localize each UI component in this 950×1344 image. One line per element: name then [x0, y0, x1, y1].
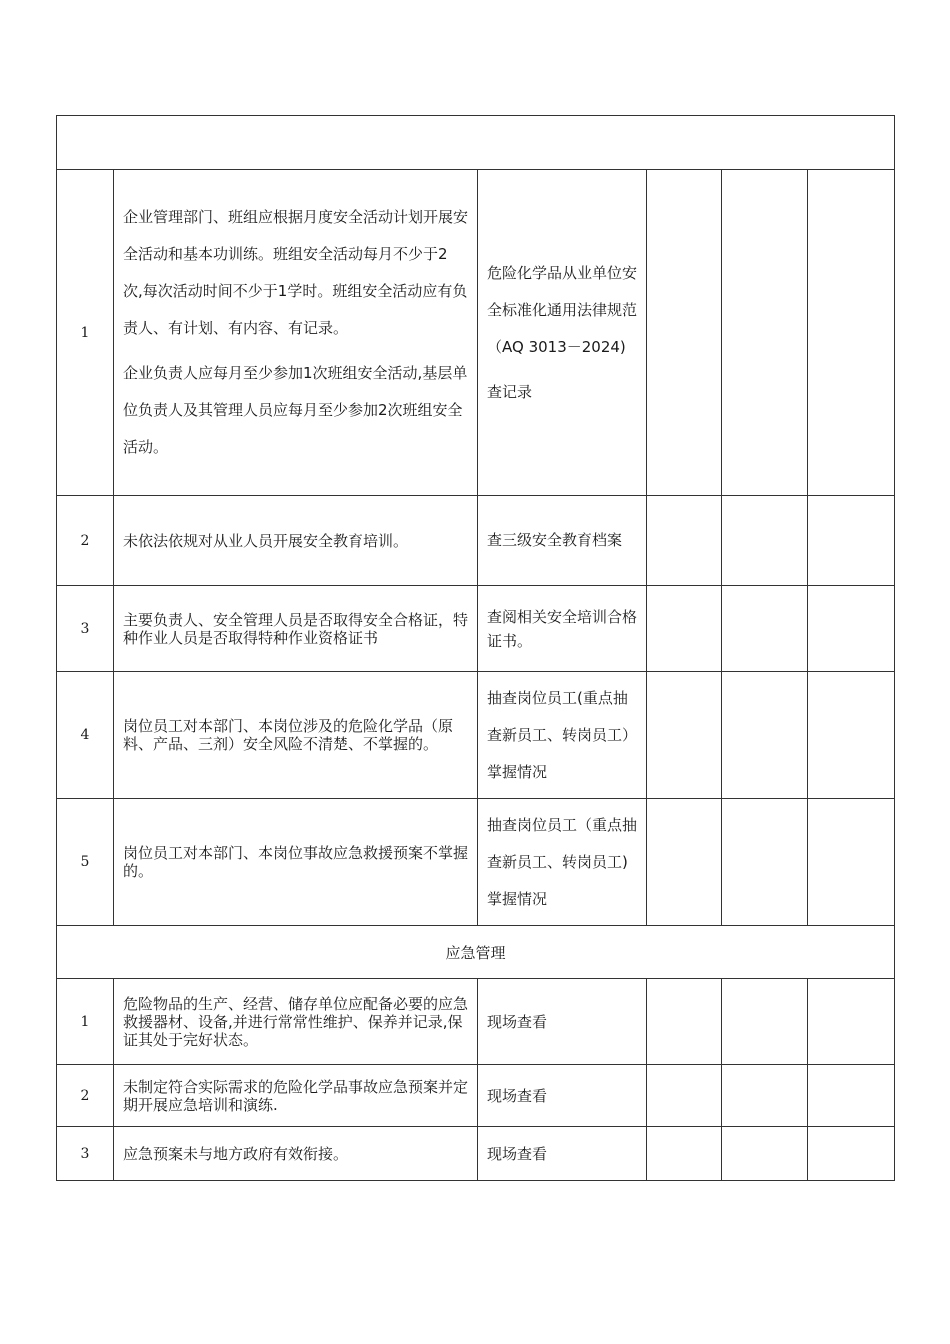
empty-cell	[808, 1065, 895, 1127]
check-method-line: 现场查看	[487, 1144, 548, 1163]
check-method-line: 现场查看	[487, 1012, 548, 1031]
empty-cell	[647, 799, 722, 926]
check-method-line: 查三级安全教育档案	[487, 531, 623, 549]
empty-cell	[808, 170, 895, 496]
check-item	[114, 496, 478, 586]
empty-cell	[722, 496, 808, 586]
check-method-line: 查阅相关安全培训合格证书。	[487, 607, 638, 650]
empty-cell	[722, 170, 808, 496]
check-method	[478, 799, 647, 926]
table-row	[57, 979, 895, 1065]
empty-cell	[722, 1065, 808, 1127]
empty-cell	[808, 672, 895, 799]
row-number: 4	[57, 672, 114, 799]
check-item-paragraph: 未依法依规对从业人员开展安全教育培训。	[123, 531, 409, 550]
check-item-paragraph: 危险物品的生产、经营、储存单位应配备必要的应急救援器材、设备,并进行常常性维护、保养并记录,保证其处于完好状态。	[123, 994, 469, 1049]
row-number: 2	[57, 1065, 114, 1127]
check-item-paragraph: 未制定符合实际需求的危险化学品事故应急预案并定期开展应急培训和演练.	[123, 1077, 469, 1114]
empty-cell	[647, 496, 722, 586]
check-item	[114, 799, 478, 926]
check-method	[478, 672, 647, 799]
check-method	[478, 586, 647, 672]
row-number: 1	[57, 170, 114, 496]
empty-cell	[722, 586, 808, 672]
row-number: 3	[57, 586, 114, 672]
row-number: 2	[57, 496, 114, 586]
check-method	[478, 1065, 647, 1127]
check-item-paragraph: 企业管理部门、班组应根据月度安全活动计划开展安全活动和基本功训练。班组安全活动每月不少于2 次,每次活动时间不少于1学时。班组安全活动应有负责人、有计划、有内容、有记录。	[123, 208, 469, 337]
empty-cell	[808, 586, 895, 672]
table-row	[57, 586, 895, 672]
check-item	[114, 170, 478, 496]
check-item	[114, 586, 478, 672]
table-row	[57, 170, 895, 496]
empty-cell	[722, 672, 808, 799]
check-item	[114, 979, 478, 1065]
table-row	[57, 1127, 895, 1181]
row-number: 3	[57, 1127, 114, 1181]
empty-cell	[647, 1127, 722, 1181]
inspection-checklist-table	[56, 115, 895, 1181]
table-row	[57, 672, 895, 799]
section-header-row	[57, 116, 895, 170]
empty-cell	[808, 1127, 895, 1181]
table-row	[57, 1065, 895, 1127]
check-method	[478, 170, 647, 496]
empty-cell	[647, 170, 722, 496]
check-item-paragraph: 应急预案未与地方政府有效衔接。	[123, 1144, 349, 1163]
check-item	[114, 1065, 478, 1127]
row-number: 5	[57, 799, 114, 926]
empty-cell	[808, 799, 895, 926]
empty-cell	[808, 979, 895, 1065]
check-method	[478, 979, 647, 1065]
check-method-line: 查记录	[487, 382, 533, 401]
section-title	[57, 116, 895, 170]
check-item-paragraph: 岗位员工对本部门、本岗位涉及的危险化学品（原料、产品、三剂）安全风险不清楚、不掌握的。	[123, 717, 454, 753]
empty-cell	[647, 979, 722, 1065]
check-method	[478, 1127, 647, 1181]
empty-cell	[647, 586, 722, 672]
table-row	[57, 799, 895, 926]
empty-cell	[722, 979, 808, 1065]
check-method	[478, 496, 647, 586]
section-header-row	[57, 926, 895, 979]
empty-cell	[722, 799, 808, 926]
empty-cell	[647, 672, 722, 799]
check-method-line: 抽查岗位员工(重点抽查新员工、转岗员工）掌握情况	[487, 688, 638, 781]
check-method-line: 危险化学品从业单位安全标准化通用法律规范（AQ 3013－2024)	[487, 263, 638, 356]
check-item-paragraph: 主要负责人、安全管理人员是否取得安全合格证，特种作业人员是否取得特种作业资格证书	[123, 610, 469, 647]
check-item-paragraph: 企业负责人应每月至少参加1次班组安全活动,基层单位负责人及其管理人员应每月至少参加2次班组安全活动。	[123, 364, 468, 456]
empty-cell	[808, 496, 895, 586]
empty-cell	[722, 1127, 808, 1181]
table-row	[57, 496, 895, 586]
check-item-paragraph: 岗位员工对本部门、本岗位事故应急救援预案不掌握的。	[123, 844, 469, 880]
empty-cell	[647, 1065, 722, 1127]
row-number: 1	[57, 979, 114, 1065]
check-item	[114, 1127, 478, 1181]
section-title: 应急管理	[57, 926, 895, 979]
check-item	[114, 672, 478, 799]
check-method-line: 现场查看	[487, 1086, 548, 1105]
check-method-line: 抽查岗位员工（重点抽查新员工、转岗员工)掌握情况	[487, 815, 638, 908]
